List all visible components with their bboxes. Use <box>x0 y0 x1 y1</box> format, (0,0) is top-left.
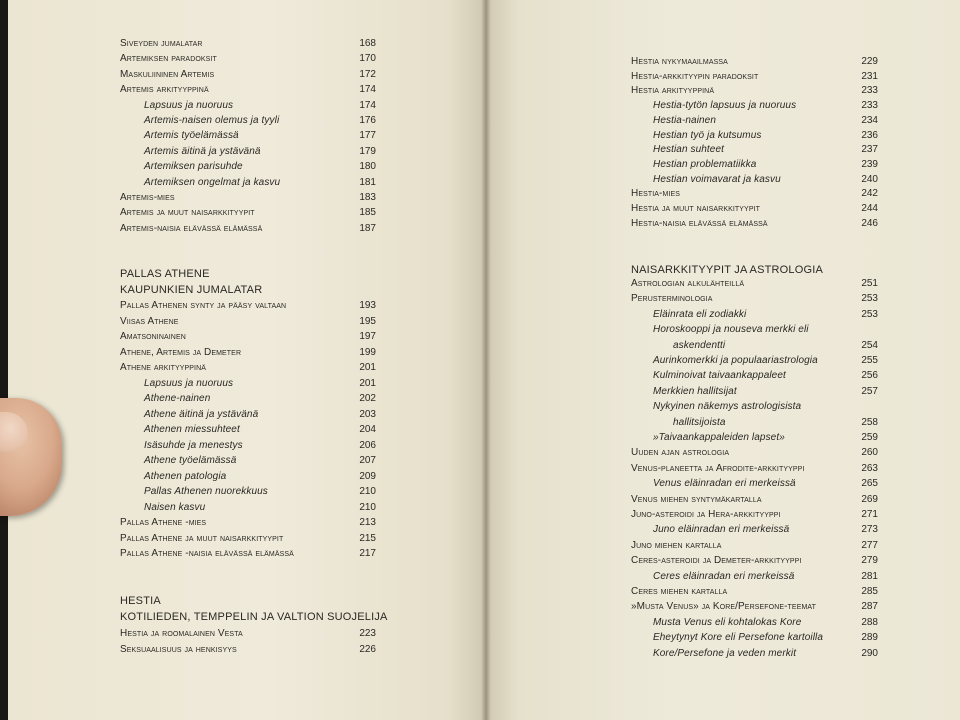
toc-entry <box>653 142 878 158</box>
toc-entry-title: Uuden ajan astrologia <box>631 447 730 459</box>
toc-page-number: 199 <box>359 346 376 358</box>
heading-naisarkkityypit-ja-astrologia: NAISARKKITYYPIT JA ASTROLOGIA <box>631 264 824 276</box>
toc-entry <box>631 445 878 461</box>
toc-entry-title: Athene äitinä ja ystävänä <box>144 408 259 420</box>
toc-entry-title: Naisen kasvu <box>144 501 206 513</box>
heading-hestia-subtitle: KOTILIEDEN, TEMPPELIN JA VALTION SUOJELIJA <box>120 611 388 623</box>
toc-entry <box>653 322 878 338</box>
toc-entry-title: Eheytynyt Kore eli Persefone kartoilla <box>653 632 823 644</box>
toc-entry <box>144 376 376 392</box>
toc-page-number: 239 <box>861 158 878 170</box>
toc-entry <box>120 190 376 206</box>
toc-entry-title: Horoskooppi ja nouseva merkki eli <box>653 324 809 336</box>
toc-entry-title: Hestia-arkkityypin paradoksit <box>631 70 759 82</box>
toc-entry <box>120 36 376 52</box>
toc-entry-title: Hestia-naisia elävässä elämässä <box>631 217 768 229</box>
toc-page-number: 258 <box>861 416 878 428</box>
toc-entry-title: »Musta Venus» ja Kore/Persefone-teemat <box>631 601 817 613</box>
toc-entry-title: Venus miehen syntymäkartalla <box>631 493 762 505</box>
toc-entry-title: Eläinrata eli zodiakki <box>653 308 747 320</box>
toc-page-number: 269 <box>861 493 878 505</box>
toc-entry-title: Amatsoninainen <box>120 331 186 342</box>
toc-entry <box>120 626 376 642</box>
toc-entry-title: Kore/Persefone ja veden merkit <box>653 647 797 659</box>
toc-entry-title: Artemis-naisen olemus ja tyyli <box>144 115 280 126</box>
toc-page-number: 209 <box>359 470 376 482</box>
heading-kaupunkien-jumalatar: KAUPUNKIEN JUMALATAR <box>120 284 263 296</box>
book-gutter <box>481 0 491 720</box>
toc-entry <box>631 584 878 600</box>
toc-page-number: 246 <box>861 217 878 229</box>
toc-entry <box>631 276 878 292</box>
toc-entry-title: Athene-nainen <box>144 393 211 404</box>
toc-page-number: 254 <box>861 339 878 351</box>
toc-entry <box>120 329 376 345</box>
toc-page-number: 253 <box>861 293 878 305</box>
toc-entry-title: Hestia-mies <box>631 188 680 200</box>
thumbnail <box>0 412 28 452</box>
toc-page-number: 231 <box>861 70 878 82</box>
toc-entry <box>653 172 878 188</box>
toc-entry <box>144 391 376 407</box>
toc-entry <box>653 113 878 129</box>
toc-page-number: 251 <box>861 278 878 289</box>
toc-entry <box>653 646 878 662</box>
toc-page-number: 202 <box>359 393 376 404</box>
toc-page-number: 290 <box>861 647 878 659</box>
toc-page-number: 187 <box>359 222 376 234</box>
toc-page-number: 177 <box>359 130 376 142</box>
toc-entry <box>653 98 878 114</box>
toc-entry-title: Kulminoivat taivaankappaleet <box>653 370 786 382</box>
toc-entry-title: Pallas Athenen synty ja pääsy valtaan <box>120 300 287 311</box>
toc-entry-title: Merkkien hallitsijat <box>653 385 737 397</box>
toc-entry <box>144 500 376 516</box>
toc-entry-title: Ceres miehen kartalla <box>631 586 728 597</box>
toc-entry-title: Juno eläinradan eri merkeissä <box>653 524 790 536</box>
toc-entry <box>631 291 878 307</box>
toc-entry-title: Hestia ja muut naisarkkityypit <box>631 203 761 214</box>
toc-entry-title: Hestia arkityyppinä <box>631 85 715 97</box>
toc-entry <box>120 298 376 314</box>
toc-page-number: 172 <box>359 68 376 80</box>
toc-page-number: 263 <box>861 462 878 474</box>
toc-entry-title: hallitsijoista <box>673 416 726 428</box>
toc-page-number: 168 <box>359 38 376 49</box>
toc-page-number: 271 <box>861 509 878 520</box>
toc-page-number: 176 <box>359 115 376 126</box>
toc-page-number: 236 <box>861 129 878 141</box>
toc-entry <box>631 201 878 217</box>
toc-entry <box>653 157 878 173</box>
toc-page-number: 193 <box>359 300 376 311</box>
toc-entry-title: Athene työelämässä <box>144 455 237 466</box>
toc-page-number: 185 <box>359 207 376 219</box>
toc-entry-title: Juno miehen kartalla <box>631 539 722 551</box>
toc-page-number: 179 <box>359 145 376 157</box>
toc-entry <box>653 522 878 538</box>
toc-entry <box>144 422 376 438</box>
toc-page-number: 285 <box>861 586 878 597</box>
toc-page-number: 277 <box>861 539 878 551</box>
toc-entry-title: Artemis-naisia elävässä elämässä <box>120 222 263 234</box>
toc-page-number: 253 <box>861 308 878 320</box>
toc-entry <box>631 507 878 523</box>
toc-entry <box>673 415 878 431</box>
toc-page-number: 273 <box>861 524 878 536</box>
toc-entry <box>653 128 878 144</box>
toc-entry <box>144 407 376 423</box>
toc-entry <box>144 144 376 160</box>
toc-page-number: 279 <box>861 555 878 567</box>
toc-page-number: 210 <box>359 486 376 497</box>
toc-entry <box>631 186 878 202</box>
toc-entry-title: Perusterminologia <box>631 293 713 305</box>
toc-entry-title: Hestia-nainen <box>653 114 717 126</box>
toc-entry-title: Artemis työelämässä <box>144 130 239 142</box>
toc-page-number: 203 <box>359 408 376 420</box>
toc-page-number: 210 <box>359 501 376 513</box>
toc-entry-title: Nykyinen näkemys astrologisista <box>653 401 802 413</box>
toc-entry <box>653 399 878 415</box>
toc-entry <box>144 469 376 485</box>
toc-entry <box>653 384 878 400</box>
toc-entry <box>144 159 376 175</box>
toc-page-number: 259 <box>861 432 878 443</box>
toc-page-number: 204 <box>359 424 376 435</box>
toc-entry <box>653 615 878 631</box>
toc-page-number: 206 <box>359 439 376 451</box>
toc-entry-title: Siveyden jumalatar <box>120 38 203 49</box>
toc-page-number: 240 <box>861 173 878 185</box>
toc-entry-title: Venus eläinradan eri merkeissä <box>653 478 796 490</box>
toc-entry-title: Ceres eläinradan eri merkeissä <box>653 570 795 582</box>
toc-entry-title: Hestian suhteet <box>653 144 724 156</box>
toc-entry <box>631 538 878 554</box>
toc-page-number: 197 <box>359 331 376 342</box>
toc-entry-title: Hestia ja roomalainen Vesta <box>120 628 243 639</box>
toc-entry-title: Pallas Athene -mies <box>120 517 207 528</box>
toc-entry-title: Hestian voimavarat ja kasvu <box>653 173 781 185</box>
toc-page-number: 242 <box>861 188 878 200</box>
toc-page-number: 288 <box>861 616 878 628</box>
toc-entry <box>653 569 878 585</box>
toc-entry-title: Artemis-mies <box>120 192 175 203</box>
toc-entry <box>631 83 878 99</box>
toc-page-number: 201 <box>359 362 376 373</box>
toc-entry-title: Pallas Athene ja muut naisarkkityypit <box>120 532 284 544</box>
toc-entry-title: Artemiksen ongelmat ja kasvu <box>144 176 281 188</box>
toc-entry-title: Lapsuus ja nuoruus <box>144 99 234 111</box>
toc-page-number: 289 <box>861 632 878 644</box>
toc-entry <box>631 216 878 232</box>
toc-entry-title: Juno-asteroidi ja Hera-arkkityyppi <box>631 509 781 520</box>
right-page <box>486 0 960 720</box>
toc-entry <box>144 128 376 144</box>
toc-entry <box>631 599 878 615</box>
toc-entry-title: Hestia-tytön lapsuus ja nuoruus <box>653 100 797 112</box>
toc-page-number: 233 <box>861 85 878 97</box>
toc-page-number: 213 <box>359 517 376 528</box>
toc-entry-title: Astrologian alkulähteillä <box>631 278 745 289</box>
toc-entry <box>144 175 376 191</box>
toc-page-number: 183 <box>359 192 376 203</box>
toc-entry <box>120 531 376 547</box>
toc-entry <box>120 515 376 531</box>
toc-page-number: 201 <box>359 377 376 389</box>
toc-entry <box>144 438 376 454</box>
toc-page-number: 223 <box>359 628 376 639</box>
toc-page-number: 207 <box>359 455 376 466</box>
toc-entry-title: Musta Venus eli kohtalokas Kore <box>653 616 802 628</box>
toc-page-number: 170 <box>359 53 376 65</box>
toc-entry <box>631 553 878 569</box>
toc-entry-title: Pallas Athene -naisia elävässä elämässä <box>120 548 294 559</box>
toc-entry-title: Artemiksen parisuhde <box>144 161 243 173</box>
toc-entry-title: Seksuaalisuus ja henkisyys <box>120 644 237 655</box>
toc-entry-title: Athene, Artemis ja Demeter <box>120 346 242 358</box>
toc-entry <box>653 353 878 369</box>
toc-entry-title: Lapsuus ja nuoruus <box>144 377 234 389</box>
left-page <box>8 0 486 720</box>
toc-page-number: 229 <box>861 56 878 67</box>
toc-entry-title: Artemis ja muut naisarkkityypit <box>120 207 255 219</box>
toc-entry <box>631 492 878 508</box>
toc-entry <box>144 453 376 469</box>
toc-page-number: 226 <box>359 644 376 655</box>
toc-entry <box>144 113 376 129</box>
heading-pallas-athene: PALLAS ATHENE <box>120 268 210 280</box>
toc-entry <box>631 461 878 477</box>
toc-entry <box>653 430 878 446</box>
toc-entry <box>631 69 878 85</box>
toc-page-number: 255 <box>861 355 878 366</box>
toc-page-number: 217 <box>359 548 376 559</box>
toc-entry-title: Hestian problematiikka <box>653 158 757 170</box>
toc-entry <box>653 307 878 323</box>
toc-page-number: 233 <box>861 100 878 112</box>
toc-page-number: 180 <box>359 161 376 173</box>
toc-entry <box>120 67 376 83</box>
toc-page-number: 174 <box>359 99 376 111</box>
toc-entry <box>120 642 376 658</box>
toc-entry-title: Artemiksen paradoksit <box>120 53 217 65</box>
toc-page-number: 237 <box>861 144 878 156</box>
toc-entry <box>120 221 376 237</box>
toc-entry-title: Artemis arkityyppinä <box>120 84 209 96</box>
toc-entry-title: Viisas Athene <box>120 315 179 327</box>
toc-entry-title: Ceres-asteroidi ja Demeter-arkkityyppi <box>631 555 802 567</box>
toc-entry <box>631 54 878 70</box>
toc-entry <box>653 476 878 492</box>
toc-page-number: 215 <box>359 532 376 544</box>
toc-entry-title: Venus-planeetta ja Afrodite-arkkityyppi <box>631 462 805 474</box>
toc-entry <box>120 82 376 98</box>
toc-entry <box>120 546 376 562</box>
toc-entry-title: Athene arkityyppinä <box>120 362 207 373</box>
toc-entry <box>120 51 376 67</box>
toc-entry-title: Hestia nykymaailmassa <box>631 56 728 67</box>
toc-entry-title: »Taivaankappaleiden lapset» <box>653 432 785 443</box>
toc-page-number: 181 <box>359 176 376 188</box>
toc-entry-title: Athenen miessuhteet <box>144 424 240 435</box>
toc-page-number: 257 <box>861 385 878 397</box>
toc-entry-title: Artemis äitinä ja ystävänä <box>144 145 261 157</box>
toc-entry <box>653 368 878 384</box>
toc-page-number: 281 <box>861 570 878 582</box>
toc-entry-title: Pallas Athenen nuorekkuus <box>144 486 268 497</box>
toc-entry-title: Athenen patologia <box>144 470 227 482</box>
toc-page-number: 244 <box>861 203 878 214</box>
toc-entry <box>144 484 376 500</box>
toc-page-number: 287 <box>861 601 878 613</box>
toc-entry-title: Maskuliininen Artemis <box>120 68 215 80</box>
heading-hestia: HESTIA <box>120 595 161 607</box>
toc-entry <box>120 205 376 221</box>
toc-page-number: 265 <box>861 478 878 490</box>
toc-page-number: 256 <box>861 370 878 382</box>
toc-entry-title: askendentti <box>673 339 726 351</box>
toc-page-number: 234 <box>861 114 878 126</box>
toc-page-number: 260 <box>861 447 878 459</box>
toc-entry <box>653 630 878 646</box>
toc-entry-title: Hestian työ ja kutsumus <box>653 129 762 141</box>
toc-entry <box>120 360 376 376</box>
toc-entry <box>673 338 878 354</box>
toc-entry-title: Aurinkomerkki ja populaariastrologia <box>653 355 818 366</box>
toc-entry-title: Isäsuhde ja menestys <box>144 439 243 451</box>
toc-entry <box>120 314 376 330</box>
toc-entry <box>144 98 376 114</box>
toc-page-number: 174 <box>359 84 376 96</box>
toc-page-number: 195 <box>359 315 376 327</box>
toc-entry <box>120 345 376 361</box>
